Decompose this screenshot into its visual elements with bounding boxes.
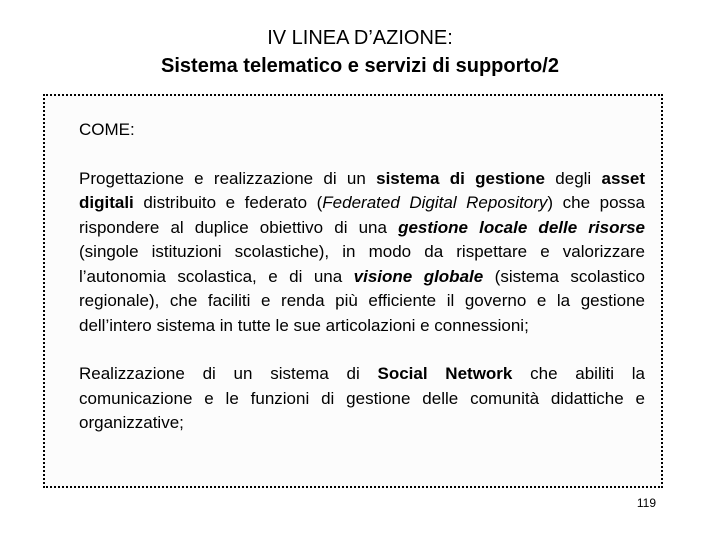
p1-text-1: Progettazione e realizzazione di un — [79, 168, 377, 188]
paragraph-1 — [79, 167, 645, 339]
p2-bold-1: Social Network — [377, 364, 513, 383]
page-number: 119 — [636, 496, 656, 510]
paragraph-2 — [79, 362, 645, 436]
p1-bold-italic-1: gestione locale delle risorse — [398, 217, 645, 237]
p1-text-5: (singole istituzioni scolastiche), in modo da rispettare e valorizzare l’autonomia scolastica, e di una — [79, 242, 645, 286]
p1-bold-1: sistema di gestione — [376, 168, 546, 188]
p1-italic-1: Federated Digital Repository — [322, 193, 548, 212]
p1-text-2: degli — [545, 168, 602, 188]
slide-title — [0, 24, 720, 80]
p1-text-6: (sistema scolastico regionale), che faciliti e renda più efficiente il governo e la gestione dell’intero sistema in tutte le sue articolazioni e connessioni; — [79, 266, 645, 335]
title-line-1: IV LINEA D’AZIONE: — [267, 27, 453, 49]
p1-text-4: ) che possa rispondere al duplice obiettivo di una — [79, 193, 645, 237]
section-heading: COME: — [79, 120, 135, 139]
p2-text-2: che abiliti la comunicazione e le funzioni di gestione delle comunità didattiche e organizzative; — [79, 364, 645, 432]
p1-bold-italic-2: visione globale — [353, 266, 484, 286]
p2-text-1: Realizzazione di un sistema di — [79, 364, 378, 383]
content-area — [79, 118, 645, 460]
p1-bold-2: asset digitali — [79, 168, 645, 212]
p1-text-3: distribuito e federato ( — [133, 193, 323, 212]
title-line-2: Sistema telematico e servizi di supporto/2 — [161, 55, 559, 77]
